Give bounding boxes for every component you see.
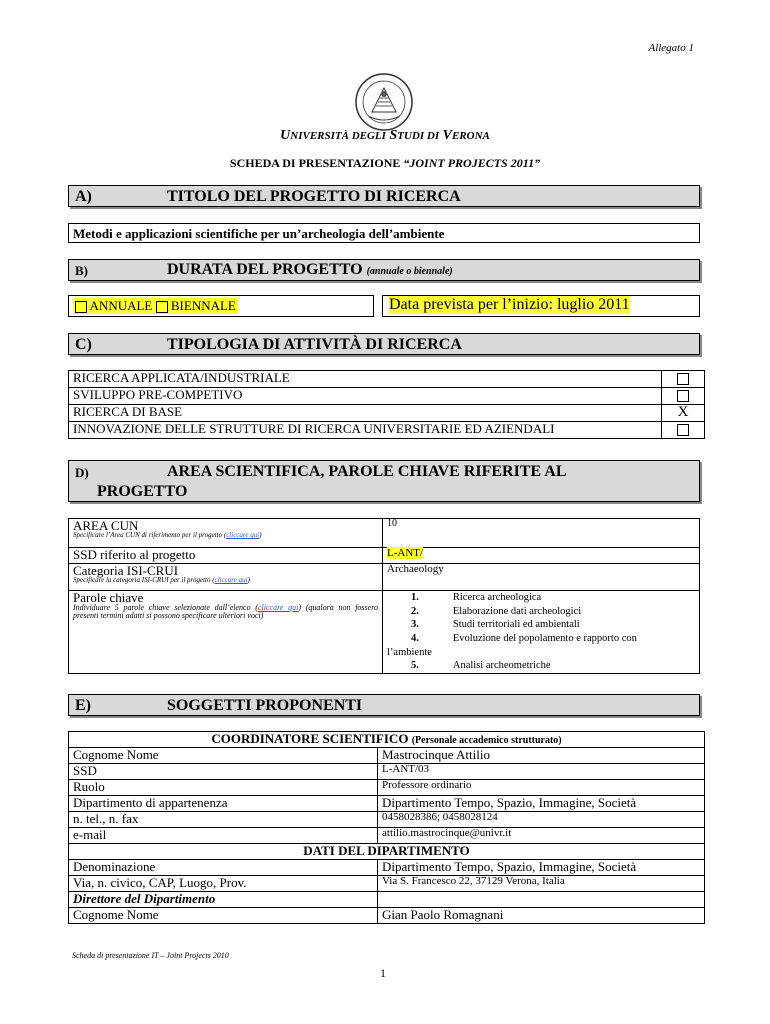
- proponents-table: [68, 731, 705, 924]
- coord-value[interactable]: Mastrocinque Attilio: [378, 748, 705, 764]
- director-blank[interactable]: [378, 892, 705, 908]
- document-title: SCHEDA DI PRESENTAZIONE “JOINT PROJECTS 2011”: [229, 156, 541, 170]
- activity-checkbox[interactable]: [662, 422, 705, 439]
- coord-value[interactable]: L-ANT/03: [378, 764, 705, 780]
- keywords-row: [69, 591, 700, 674]
- area-cun-label: AREA CUN: [73, 518, 139, 533]
- section-b-header: B) DURATA DEL PROGETTO (annuale o biennale): [68, 259, 700, 281]
- keyword-item: Ricerca archeologica: [452, 592, 542, 603]
- coord-label: SSD: [69, 764, 378, 780]
- annual-checkbox[interactable]: [75, 301, 87, 313]
- ssd-value[interactable]: L-ANT/: [387, 547, 424, 559]
- coord-value[interactable]: 0458028386; 0458028124: [378, 812, 705, 828]
- dept-title: DATI DEL DIPARTIMENTO: [69, 844, 705, 860]
- activity-row: [69, 388, 705, 405]
- allegato-label: Allegato 1: [648, 42, 694, 54]
- coord-label: e-mail: [69, 828, 378, 844]
- section-d-title-line1: AREA SCIENTIFICA, PAROLE CHIAVE RIFERITE AL: [167, 463, 567, 480]
- keyword-item: Studi territoriali ed ambientali: [452, 619, 580, 631]
- checkbox-icon: [677, 373, 689, 385]
- area-cun-row: [69, 519, 700, 548]
- scientific-area-table: [68, 518, 700, 674]
- dept-value[interactable]: Dipartimento Tempo, Spazio, Immagine, Società: [378, 860, 705, 876]
- start-date-box: [382, 295, 700, 317]
- footer-text: Scheda di presentazione IT – Joint Projects 2010: [72, 951, 229, 960]
- keywords-label: Parole chiave: [73, 590, 144, 605]
- activity-mark[interactable]: X: [662, 405, 705, 422]
- university-seal-icon: [354, 72, 414, 132]
- page-number: 1: [380, 966, 386, 980]
- keyword-item: Evoluzione del popolamento e rapporto con: [452, 632, 637, 644]
- annual-label: ANNUALE: [89, 298, 153, 313]
- keyword-item: Analisi archeometriche: [452, 660, 551, 672]
- section-c-header: C) TIPOLOGIA DI ATTIVITÀ DI RICERCA: [68, 333, 700, 355]
- section-a-header: A) TITOLO DEL PROGETTO DI RICERCA: [68, 185, 700, 207]
- duration-options: [73, 298, 238, 314]
- area-cun-value[interactable]: 10: [383, 519, 700, 548]
- coord-row: [69, 812, 705, 828]
- biennial-label: BIENNALE: [170, 298, 236, 313]
- coord-value[interactable]: Professore ordinario: [378, 780, 705, 796]
- isi-link[interactable]: cliccare qui: [214, 576, 248, 584]
- section-d-title-line2: PROGETTO: [97, 483, 188, 500]
- director-title: Direttore del Dipartimento: [69, 892, 378, 908]
- biennial-checkbox[interactable]: [156, 301, 168, 313]
- section-b-title: DURATA DEL PROGETTO (annuale o biennale): [167, 261, 453, 278]
- director-title-row: [69, 892, 705, 908]
- ssd-label: SSD riferito al progetto: [69, 548, 383, 564]
- keyword-item: Elaborazione dati archeologici: [452, 605, 582, 617]
- keyword-item-continued: l’ambiente: [387, 646, 432, 658]
- area-cun-note: Specificare l’Area CUN di riferimento per il progetto (cliccare qui): [73, 531, 262, 539]
- coord-label: Cognome Nome: [69, 748, 378, 764]
- coord-title: COORDINATORE SCIENTIFICO: [211, 731, 409, 746]
- isi-note: Specificare la categoria ISI-CRUI per il progetto (cliccare qui): [73, 576, 250, 584]
- activity-label: RICERCA APPLICATA/INDUSTRIALE: [69, 371, 662, 388]
- dept-label: Denominazione: [69, 860, 378, 876]
- activity-label: SVILUPPO PRE-COMPETIVO: [69, 388, 662, 405]
- coord-value[interactable]: Dipartimento Tempo, Spazio, Immagine, Società: [378, 796, 705, 812]
- dept-label: Via, n. civico, CAP, Luogo, Prov.: [69, 876, 378, 892]
- activity-checkbox[interactable]: [662, 371, 705, 388]
- coord-row: [69, 828, 705, 844]
- coord-row: [69, 764, 705, 780]
- coord-label: n. tel., n. fax: [69, 812, 378, 828]
- coord-value[interactable]: attilio.mastrocinque@univr.it: [378, 828, 705, 844]
- ssd-row: [69, 548, 700, 564]
- activity-row: [69, 422, 705, 439]
- area-cun-link[interactable]: cliccare qui: [226, 531, 260, 539]
- isi-label: Categoria ISI-CRUI: [73, 563, 179, 578]
- coord-row: [69, 748, 705, 764]
- section-d-header: D) AREA SCIENTIFICA, PAROLE CHIAVE RIFERITE AL PROGETTO: [68, 460, 700, 502]
- coord-row: [69, 780, 705, 796]
- activity-label: RICERCA DI BASE: [69, 405, 662, 422]
- isi-value[interactable]: Archaeology: [383, 564, 700, 591]
- activity-row: [69, 371, 705, 388]
- director-row: [69, 908, 705, 924]
- project-title-box: [68, 223, 700, 243]
- dept-row: [69, 876, 705, 892]
- checkbox-icon: [677, 424, 689, 436]
- director-label: Cognome Nome: [69, 908, 378, 924]
- section-a-title: TITOLO DEL PROGETTO DI RICERCA: [167, 188, 461, 205]
- activity-type-table: [68, 370, 705, 439]
- coord-note: (Personale accademico strutturato): [411, 735, 562, 746]
- checkbox-icon: [677, 390, 689, 402]
- coord-label: Dipartimento di appartenenza: [69, 796, 378, 812]
- keywords-note: Individuare 5 parole chiave selezionate dall’elenco (cliccare qui) (qualora non fossero presenti termini adatti si possono specificare ulteriori voci): [73, 603, 379, 620]
- dept-value[interactable]: Via S. Francesco 22, 37129 Verona, Italia: [378, 876, 705, 892]
- section-e-title: SOGGETTI PROPONENTI: [167, 697, 363, 714]
- project-title-value: Metodi e applicazioni scientifiche per un’archeologia dell’ambiente: [73, 226, 445, 241]
- coord-row: [69, 796, 705, 812]
- activity-row: [69, 405, 705, 422]
- section-e-header: E) SOGGETTI PROPONENTI: [68, 694, 700, 716]
- university-name: UNIVERSITÀ DEGLI STUDI DI VERONA: [280, 128, 490, 143]
- duration-options-box: [68, 295, 374, 317]
- coord-title-row: [69, 732, 705, 748]
- dept-title-row: [69, 844, 705, 860]
- dept-row: [69, 860, 705, 876]
- keywords-link[interactable]: cliccare qui: [257, 603, 299, 612]
- start-date-value: Data prevista per l’inizio: luglio 2011: [389, 296, 630, 313]
- coord-label: Ruolo: [69, 780, 378, 796]
- director-value[interactable]: Gian Paolo Romagnani: [378, 908, 705, 924]
- activity-label: INNOVAZIONE DELLE STRUTTURE DI RICERCA UNIVERSITARIE ED AZIENDALI: [69, 422, 662, 439]
- section-c-title: TIPOLOGIA DI ATTIVITÀ DI RICERCA: [167, 336, 462, 353]
- activity-checkbox[interactable]: [662, 388, 705, 405]
- isi-row: [69, 564, 700, 591]
- keywords-list[interactable]: 1. Ricerca archeologica 2. Elaborazione dati archeologici 3. Studi territoriali ed ambientali 4. Evoluzione del popolamento e rapporto con l’ambiente 5. Analisi archeometriche: [383, 591, 700, 674]
